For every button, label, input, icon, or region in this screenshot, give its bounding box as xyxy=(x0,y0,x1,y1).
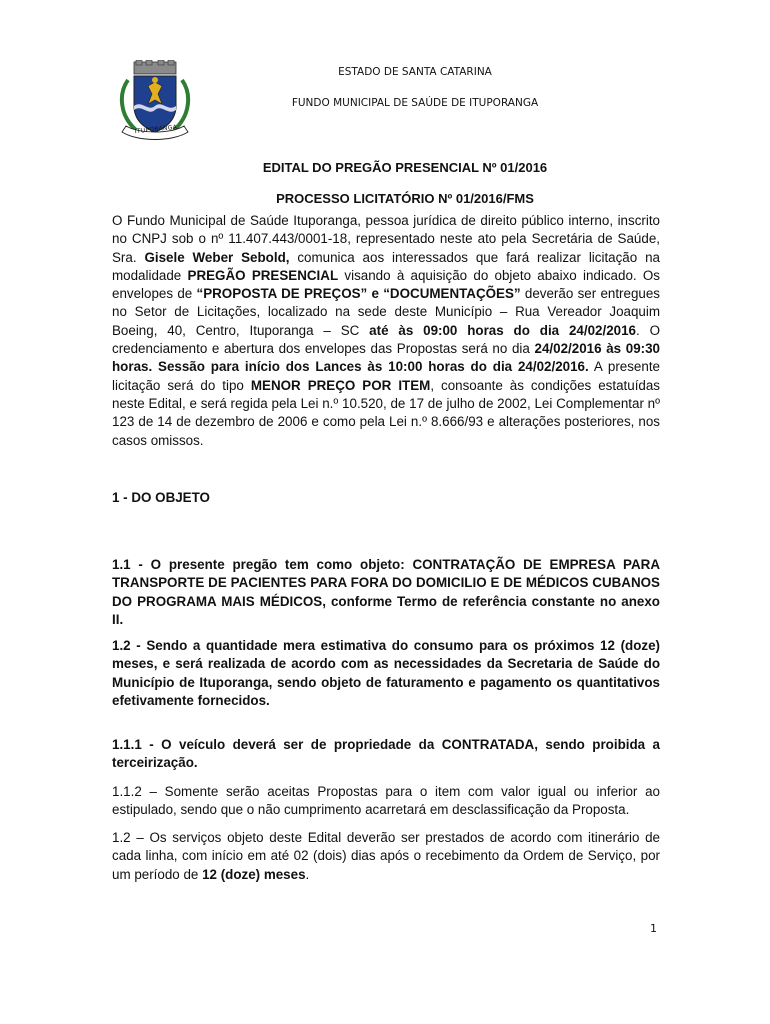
clause-1-1-1: 1.1.1 - O veículo deverá ser de propriedade da CONTRATADA, sendo proibida a terceirização. xyxy=(112,737,660,771)
intro-paragraph: O Fundo Municipal de Saúde Ituporanga, pessoa jurídica de direito público interno, inscrito no CNPJ sob o nº 11.407.443/0001-18, representado neste ato pela Secretária de Saúde, Sra. Gisele Weber Sebold, comunica aos interessados que fará realizar licitação na modalidade PREGÃO PRESENCIAL visando à aquisição do objeto abaixo indicado. Os envelopes de “PROPOSTA DE PREÇOS” e “DOCUMENTAÇÕES” deverão ser entregues no Setor de Licitações, localizado na sede deste Município – Rua Vereador Joaquim Boeing, 40, Centro, Ituporanga – SC até às 09:00 horas do dia 24/02/2016. O credenciamento e abertura dos envelopes das Propostas será no dia 24/02/2016 às 09:30 horas. Sessão para início dos Lances às 10:00 horas do dia 24/02/2016. A presente licitação será do tipo MENOR PREÇO POR ITEM, consoante às condições estatuídas neste Edital, e será regida pela Lei n.º 10.520, de 17 de julho de 2002, Lei Complementar nº 123 de 14 de dezembro de 2006 e como pela Lei n.º 8.666/93 e alterações posteriores, nos casos omissos. xyxy=(112,213,661,448)
clause-1-2: 1.2 - Sendo a quantidade mera estimativa do consumo para os próximos 12 (doze) meses, e será realizada de acordo com as necessidades da Secretaria de Saúde do Município de Ituporanga, sendo objeto de faturamento e pagamento os quantitativos efetivamente fornecidos. xyxy=(112,638,660,708)
page-number: 1 xyxy=(650,922,657,935)
section-heading-objeto: 1 - DO OBJETO xyxy=(112,490,210,505)
clause-1-1: 1.1 - O presente pregão tem como objeto: CONTRATAÇÃO DE EMPRESA PARA TRANSPORTE DE PACIENTES PARA FORA DO DOMICILIO E DE MÉDICOS CUBANOS DO PROGRAMA MAIS MÉDICOS, conforme Termo de referência constante no anexo II. xyxy=(112,557,660,627)
crest-ribbon-text: ITUPORANGA xyxy=(134,123,178,136)
processo-title: PROCESSO LICITATÓRIO Nº 01/2016/FMS xyxy=(276,191,534,206)
edital-title: EDITAL DO PREGÃO PRESENCIAL Nº 01/2016 xyxy=(262,160,548,175)
clause-1-1-2: 1.1.2 – Somente serão aceitas Propostas para o item com valor igual ou inferior ao estipulado, sendo que o não cumprimento acarretará em desclassificação da Proposta. xyxy=(112,784,660,818)
clause-1-2-servicos: 1.2 – Os serviços objeto deste Edital deverão ser prestados de acordo com itinerário de cada linha, com início em até 02 (dois) dias após o recebimento da Ordem de Serviço, por um período de 12 (doze) meses. xyxy=(112,830,660,882)
header-fund: FUNDO MUNICIPAL DE SAÚDE DE ITUPORANGA xyxy=(291,97,539,109)
header-state: ESTADO DE SANTA CATARINA xyxy=(338,66,492,78)
